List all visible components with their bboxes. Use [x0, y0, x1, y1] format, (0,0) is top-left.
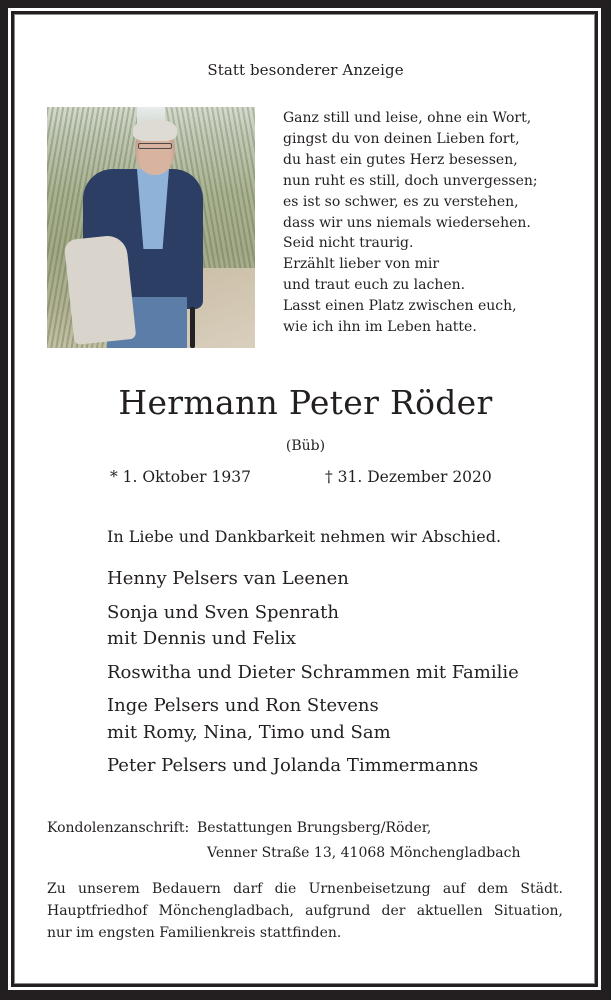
poem-line: und traut euch zu lachen. — [283, 277, 466, 294]
glasses — [138, 143, 172, 149]
mourner-line: mit Dennis und Felix — [107, 628, 297, 649]
mourner-line: Henny Pelsers van Leenen — [107, 568, 349, 589]
farewell-text: In Liebe und Dankbarkeit nehmen wir Abschied. — [107, 527, 502, 546]
poem-line: Lasst einen Platz zwischen euch, — [283, 298, 517, 315]
notice-heading: Statt besonderer Anzeige — [207, 61, 404, 79]
birth-date: * 1. Oktober 1937 — [110, 468, 251, 486]
portrait-photo — [47, 107, 255, 348]
poem-line: Erzählt lieber von mir — [283, 256, 440, 273]
poem-line: es ist so schwer, es zu verstehen, — [283, 193, 519, 210]
condolence-address-line2: Venner Straße 13, 41068 Mönchengladbach — [207, 845, 521, 861]
deceased-name: Hermann Peter Röder — [118, 383, 493, 422]
mourners-list — [107, 566, 519, 787]
mourner-line: Peter Pelsers und Jolanda Timmermanns — [107, 755, 479, 776]
deceased-nickname: (Büb) — [285, 438, 326, 454]
mourner-group — [107, 753, 519, 780]
mourner-line: Sonja und Sven Spenrath — [107, 601, 339, 623]
notice-line: Zu unserem Bedauern darf die Urnenbeisetzung auf dem Städt. — [47, 881, 563, 897]
poem — [283, 108, 538, 338]
mourner-group — [107, 566, 519, 593]
notice-line: Hauptfriedhof Mönchengladbach, aufgrund der aktuellen Situation, — [47, 903, 563, 919]
mourner-line: mit Romy, Nina, Timo und Sam — [107, 721, 391, 743]
poem-line: Ganz still und leise, ohne ein Wort, — [283, 110, 532, 126]
notice-line: nur im engsten Familienkreis stattfinden. — [47, 925, 342, 941]
poem-line: wie ich ihn im Leben hatte. — [283, 319, 477, 336]
poem-line: nun ruht es still, doch unvergessen; — [283, 172, 538, 189]
death-date: † 31. Dezember 2020 — [325, 468, 492, 486]
mourner-line: Roswitha und Dieter Schrammen mit Familie — [107, 661, 519, 683]
folded-jacket — [64, 234, 137, 345]
mourner-group — [107, 660, 519, 687]
walking-cane — [190, 307, 195, 348]
poem-line: gingst du von deinen Lieben fort, — [283, 130, 520, 147]
hair — [133, 119, 177, 141]
poem-line: du hast ein gutes Herz besessen, — [283, 151, 518, 168]
mourner-line: Inge Pelsers und Ron Stevens — [107, 695, 379, 716]
condolence-label: Kondolenzanschrift: — [47, 820, 190, 836]
burial-notice — [47, 878, 563, 944]
mourner-group — [107, 693, 519, 746]
poem-line: Seid nicht traurig. — [283, 235, 414, 252]
poem-line: dass wir uns niemals wiedersehen. — [283, 214, 531, 231]
mourner-group — [107, 600, 519, 653]
condolence-address-line1: Bestattungen Brungsberg/Röder, — [197, 820, 432, 836]
